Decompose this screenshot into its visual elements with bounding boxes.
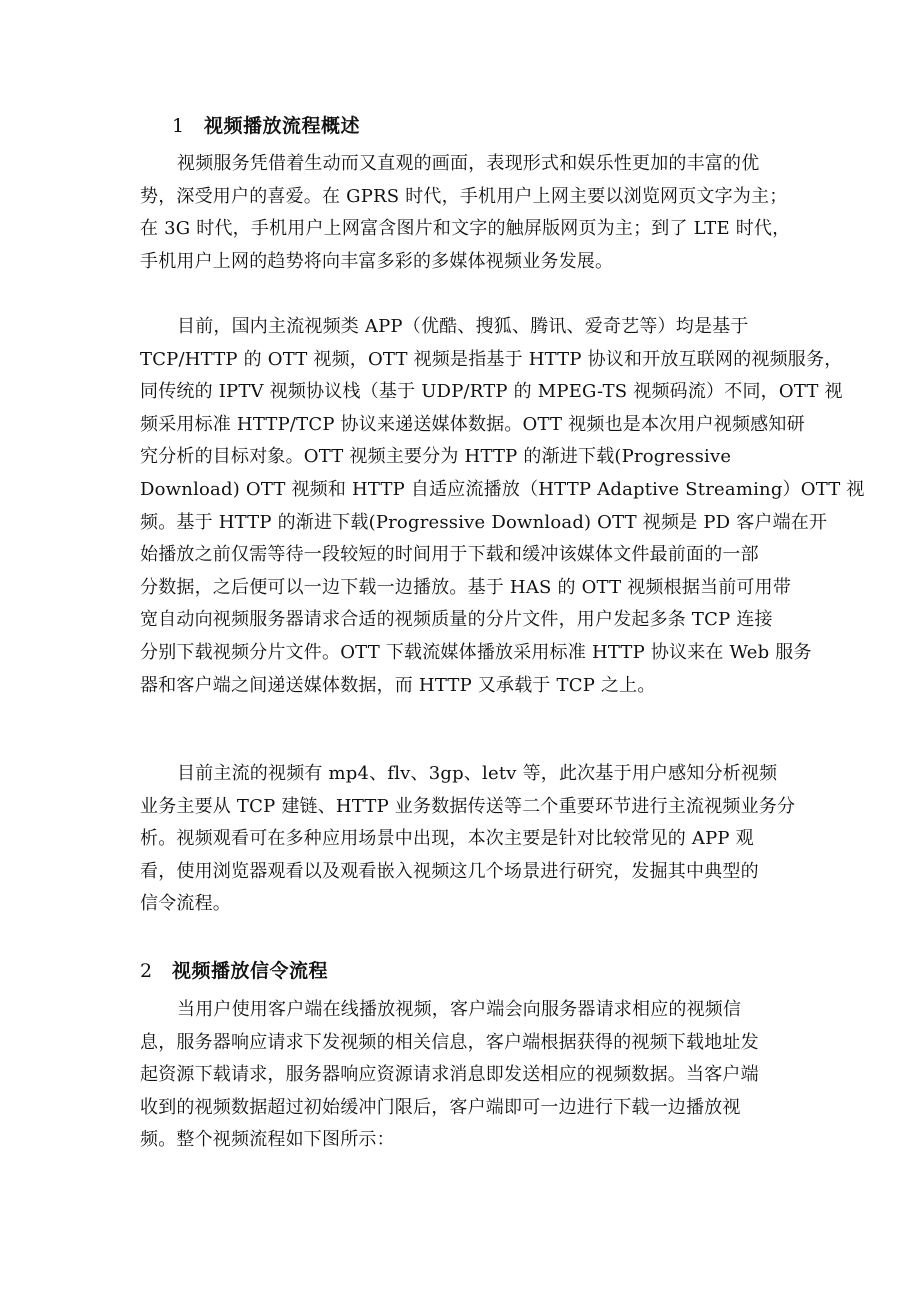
paragraph-line: Download) OTT 视频和 HTTP 自适应流播放（HTTP Adaptive Streaming）OTT 视: [140, 478, 865, 500]
paragraph-line: 分数据，之后便可以一边下载一边播放。基于 HAS 的 OTT 视频根据当前可用带: [140, 576, 792, 598]
paragraph-line: 频采用标准 HTTP/TCP 协议来递送媒体数据。OTT 视频也是本次用户视频感知研: [140, 413, 805, 435]
paragraph-line: 目前主流的视频有 mp4、flv、3gp、letv 等，此次基于用户感知分析视频: [177, 763, 778, 784]
paragraph-line: 分别下载视频分片文件。OTT 下载流媒体播放采用标准 HTTP 协议来在 Web 服务: [140, 641, 812, 663]
paragraph-line: 业务主要从 TCP 建链、HTTP 业务数据传送等二个重要环节进行主流视频业务分: [140, 795, 796, 817]
paragraph-line: 息，服务器响应请求下发视频的相关信息，客户端根据获得的视频下载地址发: [140, 1031, 759, 1053]
paragraph-line: 同传统的 IPTV 视频协议栈（基于 UDP/RTP 的 MPEG-TS 视频码流）不同，OTT 视: [140, 381, 843, 403]
section-heading-2: [140, 957, 328, 985]
paragraph-line: 起资源下载请求，服务器响应资源请求消息即发送相应的视频数据。当客户端: [140, 1064, 759, 1086]
section-number: 2: [140, 960, 153, 982]
paragraph-overview: [140, 148, 791, 278]
section-heading-1: [172, 112, 360, 140]
paragraph-line: 目前，国内主流视频类 APP（优酷、搜狐、腾讯、爱奇艺等）均是基于: [177, 316, 749, 337]
paragraph-line: 当用户使用客户端在线播放视频，客户端会向服务器请求相应的视频信: [177, 999, 742, 1020]
paragraph-line: 收到的视频数据超过初始缓冲门限后，客户端即可一边进行下载一边播放视: [140, 1096, 741, 1118]
paragraph-line: 宽自动向视频服务器请求合适的视频质量的分片文件，用户发起多条 TCP 连接: [140, 609, 773, 631]
section-title: 视频播放信令流程: [172, 960, 329, 982]
paragraph-ott-video: [140, 311, 865, 702]
paragraph-line: 势，深受用户的喜爱。在 GPRS 时代，手机用户上网主要以浏览网页文字为主；: [140, 185, 788, 207]
paragraph-line: 手机用户上网的趋势将向丰富多彩的多媒体视频业务发展。: [140, 250, 614, 272]
section-title: 视频播放流程概述: [204, 115, 361, 137]
paragraph-line: 看，使用浏览器观看以及观看嵌入视频这几个场景进行研究，发掘其中典型的: [140, 860, 759, 882]
paragraph-line: TCP/HTTP 的 OTT 视频，OTT 视频是指基于 HTTP 协议和开放互联网的视频服务，: [140, 348, 843, 370]
paragraph-line: 频。整个视频流程如下图所示：: [140, 1129, 395, 1151]
paragraph-line: 始播放之前仅需等待一段较短的时间用于下载和缓冲该媒体文件最前面的一部: [140, 544, 759, 566]
paragraph-line: 视频服务凭借着生动而又直观的画面，表现形式和娱乐性更加的丰富的优: [177, 153, 760, 174]
paragraph-line: 器和客户端之间递送媒体数据，而 HTTP 又承载于 TCP 之上。: [140, 674, 656, 696]
paragraph-line: 信令流程。: [140, 893, 231, 915]
paragraph-line: 析。视频观看可在多种应用场景中出现，本次主要是针对比较常见的 APP 观: [140, 828, 754, 850]
paragraph-signaling-flow: [140, 994, 780, 1157]
paragraph-line: 究分析的目标对象。OTT 视频主要分为 HTTP 的渐进下载(Progressive: [140, 446, 732, 468]
paragraph-line: 频。基于 HTTP 的渐进下载(Progressive Download) OTT 视频是 PD 客户端在开: [140, 511, 828, 533]
paragraph-line: 在 3G 时代，手机用户上网富含图片和文字的触屏版网页为主；到了 LTE 时代，: [140, 218, 791, 240]
section-number: 1: [172, 115, 185, 137]
paragraph-video-formats: [140, 758, 796, 921]
